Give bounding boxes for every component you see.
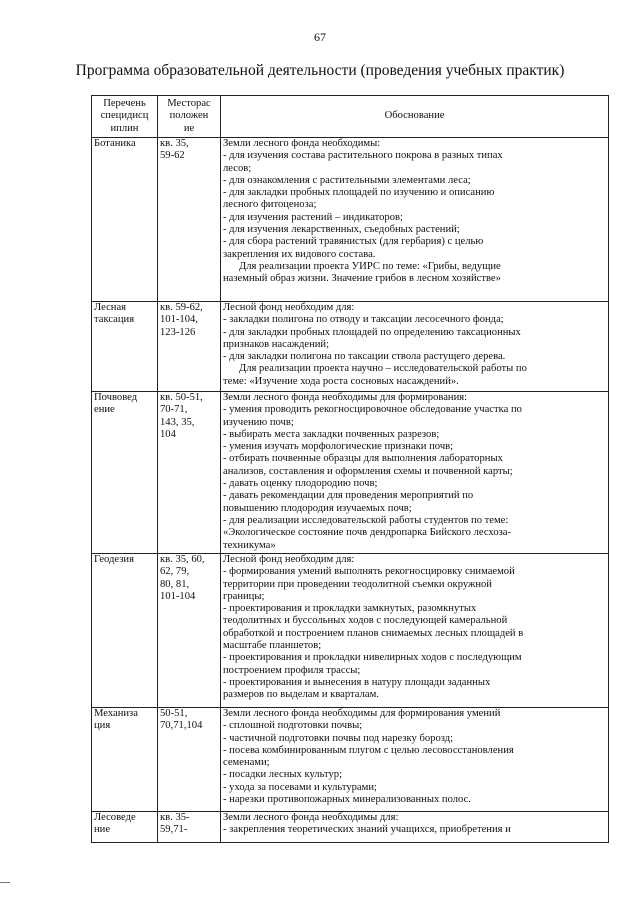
justification-line: - ухода за посевами и культурами; [223,781,377,793]
location-text: кв. 35, 60, [160,554,205,565]
justification-line: территории при проведении теодолитной съемки окружной [223,578,492,590]
justification-line: - умения изучать морфологические признаки почв; [223,441,454,453]
discipline-cell [92,138,158,302]
justification-line: теме: «Изучение хода роста сосновых насаждений». [223,375,459,387]
location-cell [158,708,221,812]
justification-line: Земли лесного фонда необходимы для формирования: [223,392,468,403]
justification-cell [221,302,609,392]
discipline-text: ение [94,404,115,416]
discipline-text: Геодезия [94,554,134,565]
location-text: 123-126 [160,326,196,338]
discipline-text: Почвовед [94,392,138,403]
location-cell [158,302,221,392]
justification-line: - частичной подготовки почвы под нарезку борозд; [223,732,454,744]
discipline-text: Механиза [94,708,138,719]
discipline-text: ция [94,720,111,732]
location-text: 104 [160,428,176,440]
location-text: кв. 35- [160,812,190,823]
location-text: 101-104 [160,590,196,602]
justification-line: Лесной фонд необходим для: [223,302,355,313]
location-cell [158,812,221,843]
discipline-text: таксация [94,314,135,326]
page-number: 67 [314,30,326,44]
justification-line: Земли лесного фонда необходимы для формирования умений [223,708,501,719]
location-text: 59-62 [160,150,185,162]
justification-line: - давать рекомендации для проведения мероприятий по [223,490,474,502]
justification-line: Лесной фонд необходим для: [223,554,355,565]
header-location: Месторас положен ие [158,96,221,138]
discipline-cell [92,708,158,812]
location-cell [158,138,221,302]
justification-line: - закрепления теоретических знаний учащихся, приобретения и [223,824,511,836]
justification-line: - проектирования и прокладки замкнутых, разомкнутых [223,603,477,615]
location-text: 70-71, [160,404,188,416]
justification-line: - для изучения растений – индикаторов; [223,211,403,223]
justification-line: - для ознакомления с растительными элементами леса; [223,174,471,186]
justification-line: - для закладки пробных площадей по определению таксационных [223,326,521,338]
justification-line: Земли лесного фонда необходимы для: [223,812,399,823]
justification-line: масштабе планшетов; [223,640,322,652]
location-text: 70,71,104 [160,720,203,732]
justification-line: - для изучения состава растительного покрова в разных типах [223,150,503,162]
header-discipline: Перечень специдисц иплин [92,96,158,138]
justification-line: - давать оценку плодородию почв; [223,478,378,490]
discipline-cell [92,554,158,708]
location-text: 50-51, [160,708,188,719]
justification-line: - посадки лесных культур; [223,769,343,781]
justification-line: границы; [223,590,265,602]
location-text: кв. 35, [160,138,189,149]
location-text: кв. 50-51, [160,392,203,403]
location-text: кв. 59-62, [160,302,203,313]
justification-line: - умения проводить рекогносцировочное обследование участка по [223,404,522,416]
document-title: Программа образовательной деятельности (проведения учебных практик) [75,62,565,79]
justification-line: - нарезки противопожарных минерализованных полос. [223,794,471,806]
justification-line: - для реализации исследовательской работы студентов по теме: [223,514,509,526]
justification-line: - закладки полигона по отводу и таксации лесосечного фонда; [223,314,504,326]
location-text: 143, 35, [160,416,195,428]
justification-line: Для реализации проекта УИРС по теме: «Грибы, ведущие [239,260,501,272]
location-text: 80, 81, [160,578,190,590]
justification-line: наземный образ жизни. Значение грибов в лесном хозяйстве» [223,273,501,285]
justification-line: - отбирать почвенные образцы для выполнения лабораторных [223,453,503,465]
justification-line: построением профиля трассы; [223,664,361,676]
discipline-text: Лесоведе [94,812,136,823]
justification-line: - для закладки пробных площадей по изучению и описанию [223,187,495,199]
justification-cell [221,812,609,843]
justification-line: - проектирования и прокладки нивелирных ходов с последующим [223,652,522,664]
location-cell [158,392,221,554]
location-cell [158,554,221,708]
justification-line: признаков насаждений; [223,338,330,350]
justification-line: повышению плодородия изучаемых почв; [223,502,412,514]
table-row [92,554,609,708]
justification-line: закрепления их видового состава. [223,248,376,260]
discipline-text: ние [94,824,111,836]
discipline-cell [92,302,158,392]
justification-line: изучению почв; [223,416,294,428]
justification-line: - для изучения лекарственных, съедобных растений; [223,224,460,236]
justification-line: лесов; [223,162,252,174]
location-text: 101-104, [160,314,198,326]
discipline-text: Лесная [94,302,127,313]
justification-cell [221,392,609,554]
header-justification: Обоснование [221,96,609,138]
justification-cell [221,138,609,302]
justification-line: Земли лесного фонда необходимы: [223,138,381,149]
justification-line: семенами; [223,757,270,769]
table-row [92,138,609,302]
justification-line: - формирования умений выполнять рекогносцировку снимаемой [223,566,515,578]
practice-table [91,95,609,843]
table-header-row [92,96,609,138]
justification-line: - посева комбинированным плугом с целью лесовосстановления [223,744,514,756]
justification-line: размеров по выделам и кварталам. [223,689,379,701]
justification-line: теодолитных и буссольных ходов с последующей камеральной [223,615,508,627]
justification-line: - выбирать места закладки почвенных разрезов; [223,428,440,440]
table-row [92,812,609,843]
justification-line: - для закладки полигона по таксации ствола растущего дерева. [223,351,506,363]
justification-line: техникума» [223,539,276,551]
location-text: 59,71- [160,824,188,836]
justification-line: «Экологическое состояние почв дендропарка Бийского лесхоза- [223,527,512,539]
justification-cell [221,554,609,708]
discipline-cell [92,392,158,554]
justification-line: - проектирования и вынесения в натуру площади заданных [223,676,491,688]
discipline-cell [92,812,158,843]
discipline-text: Ботаника [94,138,136,149]
justification-line: - для сбора растений травянистых (для гербария) с целью [223,236,484,248]
justification-line: анализов, составления и оформления схемы и почвенной карты; [223,465,513,477]
justification-line: Для реализации проекта научно – исследовательской работы по [239,363,527,375]
justification-line: - сплошной подготовки почвы; [223,720,363,732]
justification-line: обработкой и построением планов снимаемых лесных площадей в [223,627,524,639]
justification-line: лесного фитоценоза; [223,199,317,211]
table-row [92,302,609,392]
location-text: 62, 79, [160,566,190,578]
justification-cell [221,708,609,812]
table-row [92,392,609,554]
table-row [92,708,609,812]
margin-mark [0,882,10,883]
